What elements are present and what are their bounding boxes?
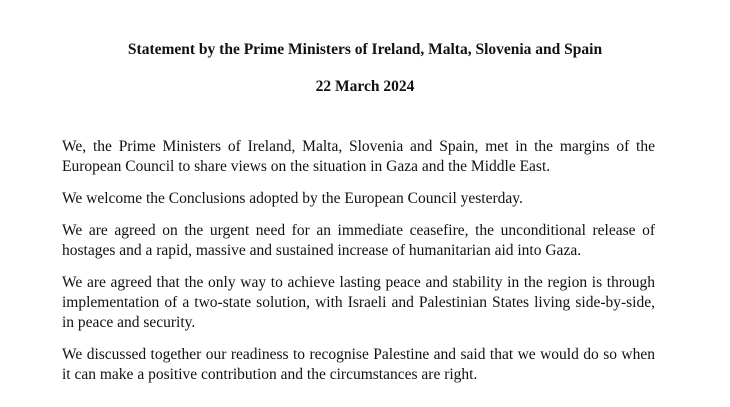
document-title: Statement by the Prime Ministers of Ireland, Malta, Slovenia and Spain bbox=[127, 41, 603, 58]
document-body bbox=[62, 137, 655, 397]
paragraph: We are agreed on the urgent need for an immediate ceasefire, the unconditional release of hostages and a rapid, massive and sustained increase of humanitarian aid into Gaza. bbox=[62, 222, 655, 259]
paragraph: We are agreed that the only way to achieve lasting peace and stability in the region is through implementation of a two-state solution, with Israeli and Palestinian States living side-by-side, in peace and security. bbox=[62, 274, 655, 331]
paragraph: We discussed together our readiness to recognise Palestine and said that we would do so when it can make a positive contribution and the circumstances are right. bbox=[62, 346, 655, 383]
paragraph: We welcome the Conclusions adopted by the European Council yesterday. bbox=[62, 190, 523, 207]
document-date: 22 March 2024 bbox=[315, 78, 415, 95]
paragraph: We, the Prime Ministers of Ireland, Malta, Slovenia and Spain, met in the margins of the European Council to share views on the situation in Gaza and the Middle East. bbox=[62, 138, 655, 175]
